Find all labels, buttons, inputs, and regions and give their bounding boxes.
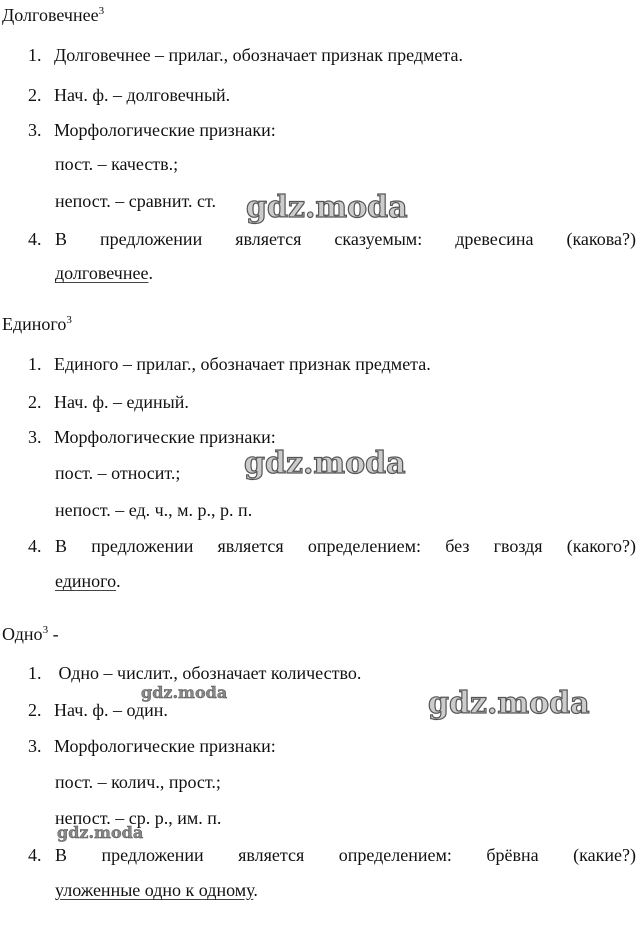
- item-continuation: [55, 570, 121, 592]
- section-title-edinogo: [2, 309, 72, 335]
- watermark-logo: gdz.moda: [244, 446, 406, 481]
- footnote-mark: 3: [98, 5, 105, 17]
- word: предложении: [101, 845, 204, 865]
- watermark-logo-small: gdz.moda: [141, 683, 228, 702]
- item-number: 2.: [28, 85, 42, 105]
- word: В: [55, 845, 68, 865]
- item-number: 2.: [28, 392, 42, 412]
- word: определением:: [307, 536, 422, 556]
- title-suffix: -: [48, 624, 59, 644]
- list-item: [28, 662, 636, 684]
- word: является: [217, 536, 284, 556]
- watermark-logo: gdz.moda: [246, 190, 408, 225]
- item-text: Одно – числит., обозначает количество.: [54, 663, 362, 683]
- item-text: Единого – прилаг., обозначает признак предмета.: [54, 354, 431, 374]
- watermark-logo-small: gdz.moda: [57, 823, 144, 842]
- item-number: 4.: [28, 536, 42, 556]
- item-text: Морфологические признаки:: [54, 736, 276, 756]
- section-title-text: Долговечнее: [2, 5, 99, 25]
- watermark-logo: gdz.moda: [428, 686, 590, 721]
- word: древесина: [455, 229, 534, 249]
- sub-line: пост. – качеств.;: [55, 154, 179, 174]
- item-text: Долговечнее – прилаг., обозначает признак предмета.: [54, 45, 463, 65]
- underlined-word: долговечнее: [55, 263, 149, 283]
- item-number: 3.: [28, 427, 42, 447]
- item-text: Морфологические признаки:: [54, 427, 276, 447]
- word: является: [238, 845, 305, 865]
- item-text: Морфологические признаки:: [54, 120, 276, 140]
- item-continuation: [55, 879, 258, 901]
- list-item: [28, 44, 636, 66]
- item-text-justified: [55, 228, 636, 250]
- item-text-justified: [55, 535, 636, 557]
- word: В: [55, 536, 68, 556]
- sub-line: непост. – сравнит. ст.: [55, 191, 216, 211]
- list-item: [28, 353, 636, 375]
- word: брёвна: [486, 845, 539, 865]
- list-item: [28, 84, 636, 106]
- word: предложении: [100, 229, 203, 249]
- word: сказуемым:: [334, 229, 423, 249]
- punctuation: .: [148, 263, 153, 283]
- word: (какого?): [566, 536, 636, 556]
- word: (какие?): [573, 845, 636, 865]
- word: (какова?): [566, 229, 636, 249]
- word: является: [235, 229, 302, 249]
- sub-line: непост. – ср. р., им. п.: [55, 808, 222, 828]
- item-number: 1.: [28, 354, 42, 374]
- item-text: Нач. ф. – долговечный.: [54, 85, 231, 105]
- item-number: 4.: [28, 229, 42, 249]
- section-title-odno: [2, 619, 59, 645]
- list-item: [28, 735, 636, 757]
- word: гвоздя: [493, 536, 543, 556]
- list-item: [28, 391, 636, 413]
- list-item: [28, 119, 636, 141]
- punctuation: .: [116, 571, 121, 591]
- footnote-mark: 3: [66, 314, 72, 326]
- word: без: [445, 536, 470, 556]
- punctuation: .: [253, 880, 258, 900]
- section-title-text: Одно: [2, 624, 43, 644]
- item-continuation: [55, 262, 153, 284]
- item-number: 1.: [28, 663, 42, 683]
- item-text-justified: [55, 844, 636, 866]
- section-title-text: Единого: [2, 314, 67, 334]
- section-title-dolgovechnee: [2, 0, 104, 26]
- sub-line: пост. – относит.;: [55, 463, 181, 483]
- word: определением:: [338, 845, 452, 865]
- item-number: 2.: [28, 700, 42, 720]
- sub-line: пост. – колич., прост.;: [55, 772, 221, 792]
- footnote-mark: 3: [42, 624, 49, 636]
- item-number: 4.: [28, 845, 42, 865]
- item-number: 3.: [28, 736, 42, 756]
- word: предложении: [91, 536, 194, 556]
- item-number: 1.: [28, 45, 42, 65]
- item-text: Нач. ф. – единый.: [54, 392, 189, 412]
- sub-line: непост. – ед. ч., м. р., р. п.: [55, 500, 253, 520]
- list-item: [28, 426, 636, 448]
- item-text: Нач. ф. – один.: [54, 700, 168, 720]
- underlined-word: уложенные одно к одному: [55, 880, 254, 900]
- word: В: [55, 229, 68, 249]
- underlined-word: единого: [55, 571, 117, 591]
- item-number: 3.: [28, 120, 42, 140]
